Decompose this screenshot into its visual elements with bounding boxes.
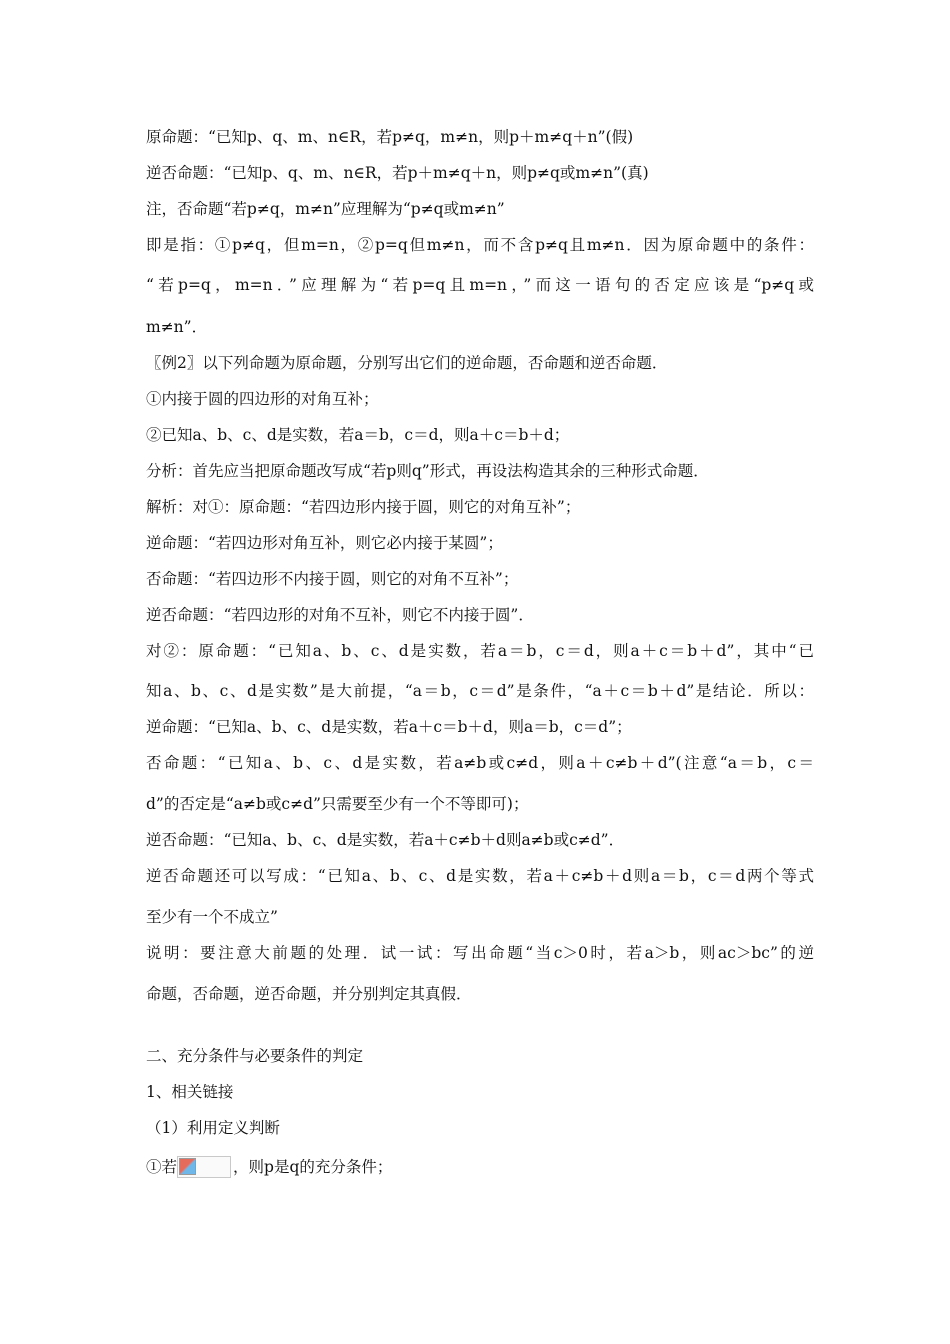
text-line-note-inverse: 注，否命题“若p≠q，m≠n”应理解为“p≠q或m≠n”	[146, 200, 505, 218]
formula-image-placeholder	[177, 1156, 231, 1178]
text-line-solution-1: 解析：对①：原命题：“若四边形内接于圆，则它的对角互补”；	[146, 498, 581, 516]
text-line-converse-1: 逆命题：“若四边形对角互补，则它必内接于某圆”；	[146, 534, 503, 552]
text-line-contrapositive-1: 逆否命题：“若四边形的对角不互补，则它不内接于圆”．	[146, 606, 534, 624]
example-2-item-1: ①内接于圆的四边形的对角互补；	[146, 390, 379, 408]
text-line-solution-2-cont: 知a、b、c、d是实数”是大前提，“a＝b，c＝d”是条件，“a＋c＝b＋d”是结论．所以：	[146, 682, 814, 700]
text-line-note-cont: 命题，否命题，逆否命题，并分别判定其真假．	[146, 985, 472, 1003]
text-line-converse-2: 逆命题：“已知a、b、c、d是实数，若a＋c＝b＋d，则a＝b，c＝d”；	[146, 718, 632, 736]
text-line-inverse-1: 否命题：“若四边形不内接于圆，则它的对角不互补”；	[146, 570, 519, 588]
text-line-contrapositive-2: 逆否命题：“已知a、b、c、d是实数，若a＋c≠b＋d则a≠b或c≠d”．	[146, 831, 625, 849]
example-2-item-2: ②已知a、b、c、d是实数，若a＝b，c＝d，则a＋c＝b＋d；	[146, 426, 570, 444]
text-line-note: 说明：要注意大前题的处理．试一试：写出命题“当c＞0时，若a＞b，则ac＞bc”的逆	[146, 944, 814, 962]
text-line-analysis: 分析：首先应当把原命题改写成“若p则q”形式，再设法构造其余的三种形式命题．	[146, 462, 709, 480]
text-line-original-proposition: 原命题：“已知p、q、m、n∈R，若p≠q，m≠n，则p＋m≠q＋n”(假)	[146, 128, 634, 146]
text-line-sufficient-condition	[146, 1156, 814, 1178]
text-line-contrapositive-alt: 逆否命题还可以写成：“已知a、b、c、d是实数，若a＋c≠b＋d则a＝b，c＝d两个等式	[146, 867, 814, 885]
text-line-inverse-2: 否命题：“已知a、b、c、d是实数，若a≠b或c≠d，则a＋c≠b＋d”(注意“a＝b，c＝	[146, 754, 814, 772]
subsection-heading-definition: （1）利用定义判断	[146, 1119, 280, 1137]
section-heading-2: 二、充分条件与必要条件的判定	[146, 1047, 364, 1065]
text-line-contrapositive-alt-end: 至少有一个不成立”	[146, 908, 278, 926]
text-line-condition-explanation-end: m≠n”．	[146, 318, 208, 336]
example-2-heading: 〖例2〗以下列命题为原命题，分别写出它们的逆命题，否命题和逆否命题．	[146, 354, 668, 372]
text-line-inverse-2-cont: d”的否定是“a≠b或c≠d”只需要至少有一个不等即可)；	[146, 795, 529, 813]
sufficient-condition-suffix: ，则p是q的充分条件；	[233, 1158, 393, 1176]
text-line-meaning: 即是指：①p≠q，但m=n，②p=q但m≠n，而不含p≠q且m≠n．因为原命题中的条件：	[146, 236, 814, 254]
broken-image-icon	[179, 1158, 196, 1175]
text-line-condition-explanation: “若p=q，m=n．”应理解为“若p=q且m=n，”而这一语句的否定应该是“p≠q或	[146, 276, 814, 294]
sufficient-condition-prefix: ①若	[146, 1158, 178, 1176]
subsection-heading-1: 1、相关链接	[146, 1083, 234, 1101]
text-line-contrapositive: 逆否命题：“已知p、q、m、n∈R，若p＋m≠q＋n，则p≠q或m≠n”(真)	[146, 164, 649, 182]
text-line-solution-2: 对②：原命题：“已知a、b、c、d是实数，若a＝b，c＝d，则a＋c＝b＋d”，其中“已	[146, 642, 814, 660]
